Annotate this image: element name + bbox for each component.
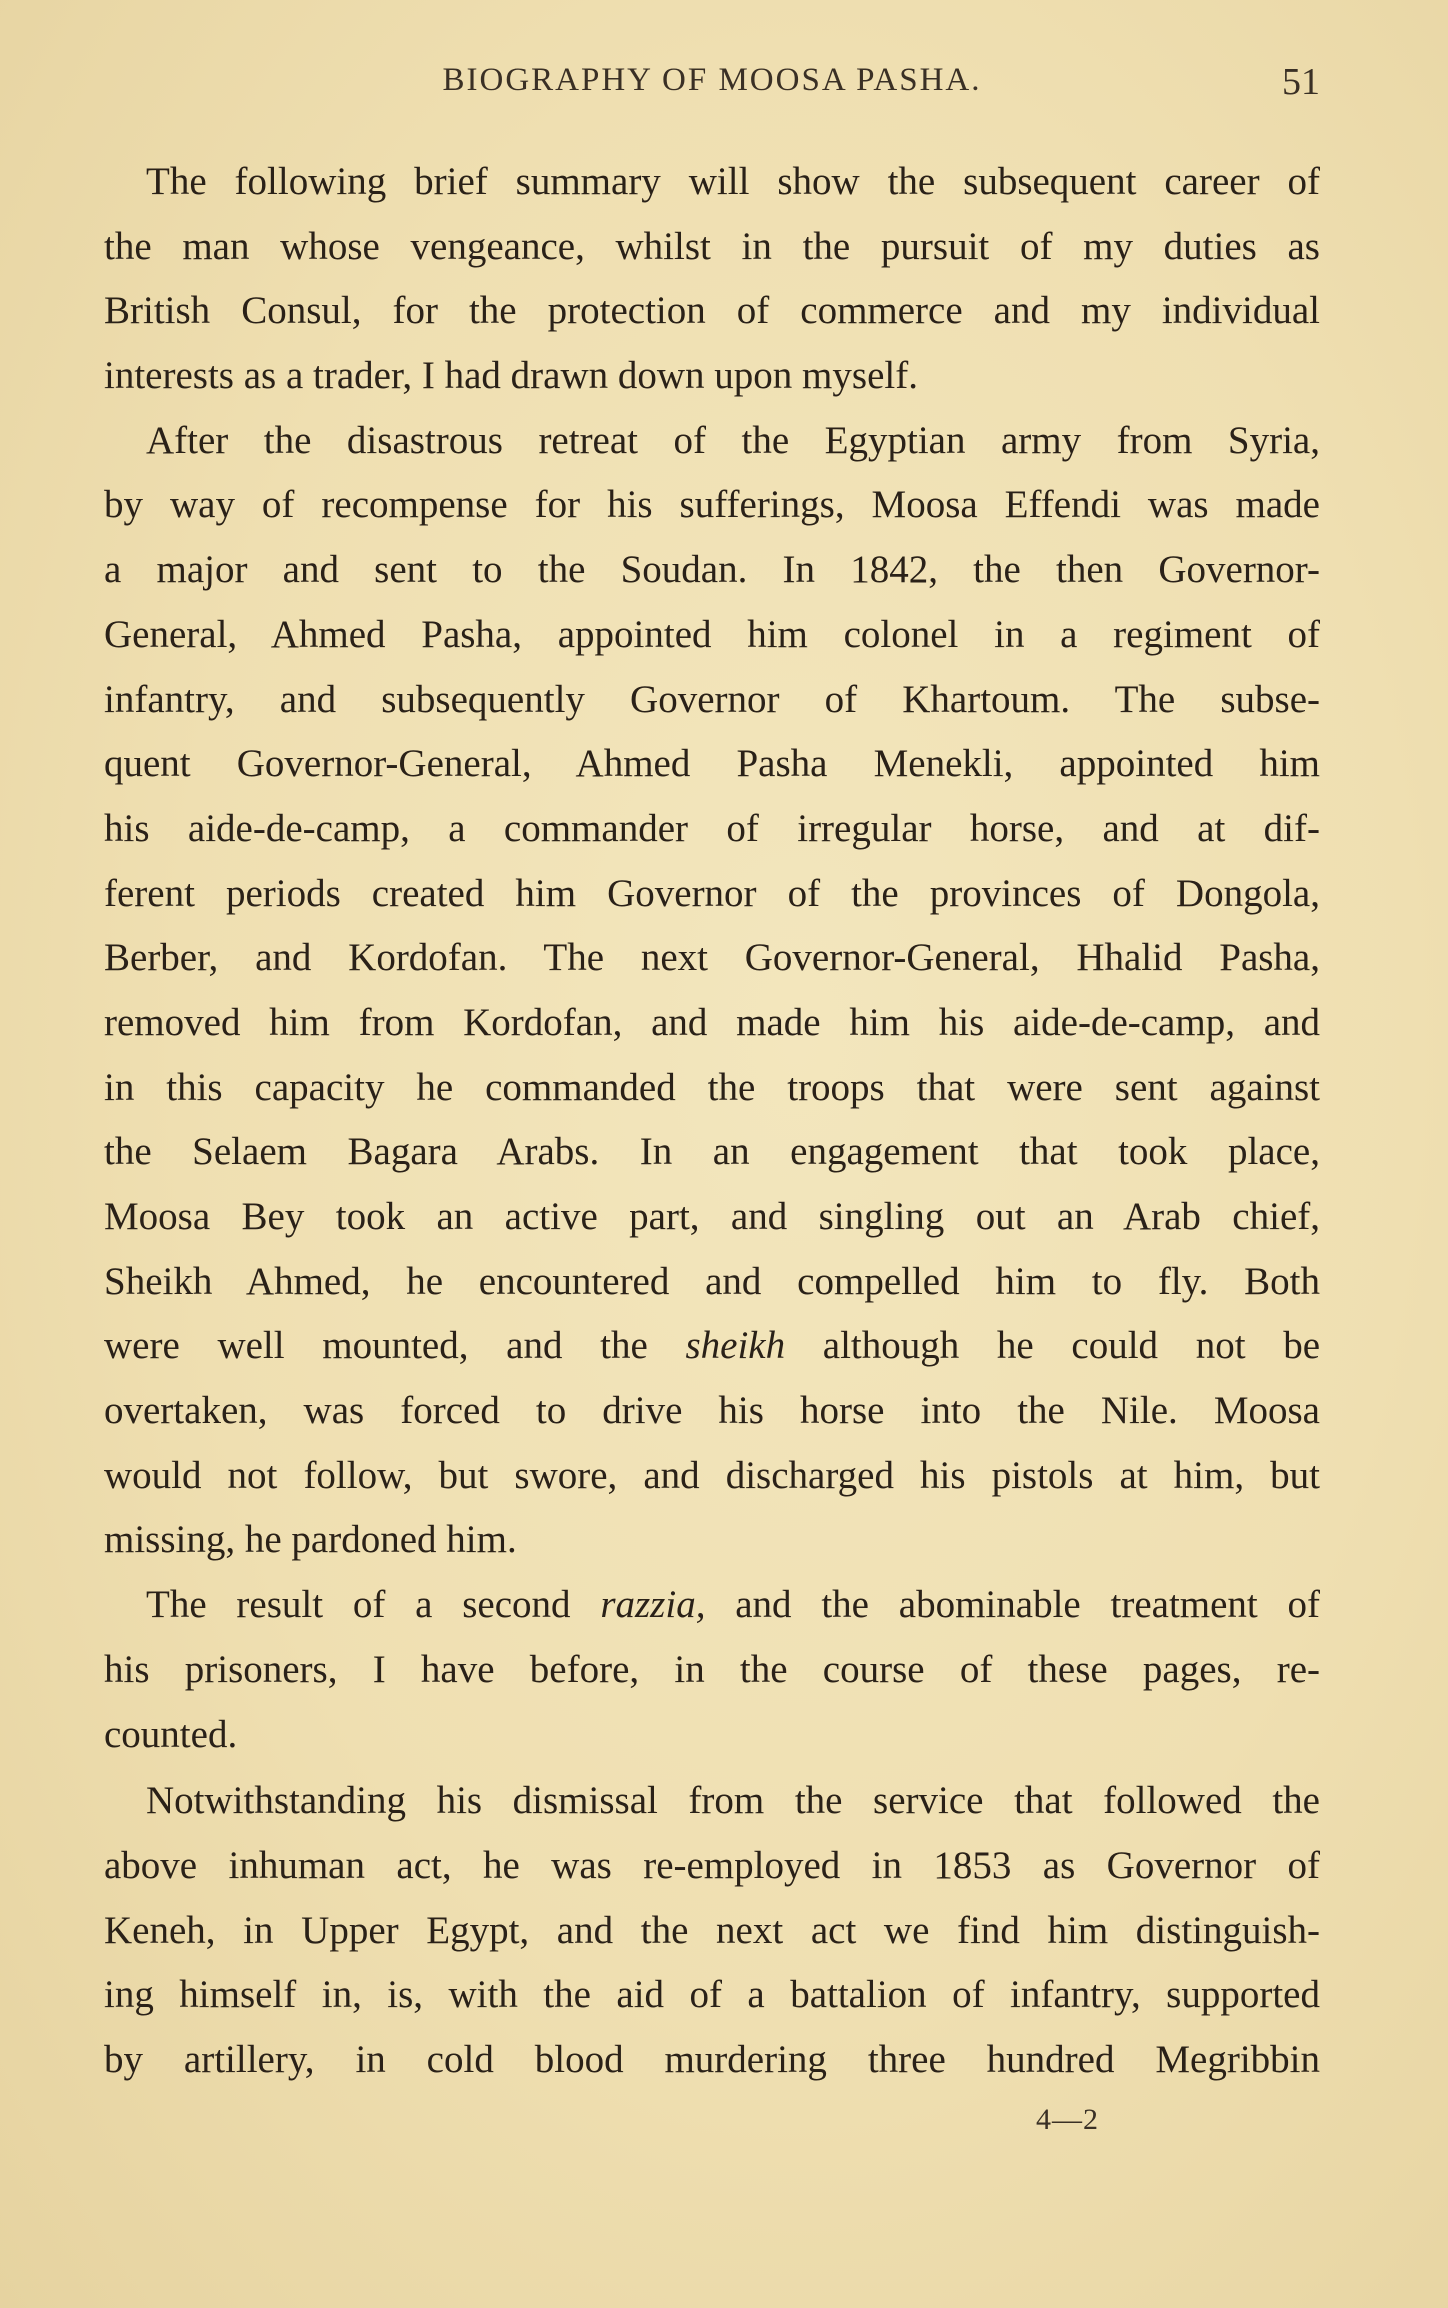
text-line: British Consul, for the protection of commerce and my individual xyxy=(104,289,1320,333)
text-run: The result of a second xyxy=(146,1583,571,1627)
paragraph xyxy=(104,1573,1320,1767)
text-line: Sheikh Ahmed, he encountered and compelled him to fly. Both xyxy=(104,1259,1320,1303)
text-line: would not follow, but swore, and discharged his pistols at him, but xyxy=(104,1453,1320,1497)
text-line: removed him from Kordofan, and made him his aide-de-camp, and xyxy=(104,1000,1320,1044)
text-line: his prisoners, I have before, in the course of these pages, re- xyxy=(104,1647,1320,1691)
text-run: were well mounted, and the xyxy=(104,1324,648,1368)
text-line: overtaken, was forced to drive his horse into the Nile. Moosa xyxy=(104,1389,1320,1433)
text-line: by artillery, in cold blood murdering three hundred Megribbin xyxy=(104,2037,1320,2081)
text-line: interests as a trader, I had drawn down upon myself. xyxy=(104,354,918,398)
body-text xyxy=(104,150,1320,2093)
paragraph xyxy=(104,1769,1320,2092)
text-line: by way of recompense for his sufferings, Moosa Effendi was made xyxy=(104,483,1320,527)
running-head xyxy=(104,62,1320,112)
text-line: Berber, and Kordofan. The next Governor-General, Hhalid Pasha, xyxy=(104,936,1320,980)
page-number: 51 xyxy=(1282,61,1320,103)
text-line: infantry, and subsequently Governor of Khartoum. The subse- xyxy=(104,677,1320,721)
text-line: missing, he pardoned him. xyxy=(104,1518,517,1562)
signature-mark: 4—2 xyxy=(1036,2103,1099,2136)
text-line: counted. xyxy=(104,1712,238,1756)
text-line-with-italic xyxy=(104,1573,1320,1638)
text-line-with-italic xyxy=(104,1314,1320,1379)
text-line: Notwithstanding his dismissal from the service that followed the xyxy=(146,1779,1320,1823)
text-line: After the disastrous retreat of the Egyptian army from Syria, xyxy=(146,418,1320,462)
text-line: in this capacity he commanded the troops that were sent against xyxy=(104,1065,1320,1109)
text-line: his aide-de-camp, a commander of irregular horse, and at dif- xyxy=(104,806,1320,850)
text-line: Keneh, in Upper Egypt, and the next act we find him distinguish- xyxy=(104,1908,1320,1952)
text-line: the Selaem Bagara Arabs. In an engagement that took place, xyxy=(104,1130,1320,1174)
text-line: the man whose vengeance, whilst in the pursuit of my duties as xyxy=(104,224,1320,268)
text-line: ferent periods created him Governor of the provinces of Dongola, xyxy=(104,871,1320,915)
text-line: General, Ahmed Pasha, appointed him colonel in a regiment of xyxy=(104,612,1320,656)
paragraph xyxy=(104,150,1320,409)
italic-word: sheikh xyxy=(685,1324,786,1368)
text-run: and the abominable treatment of xyxy=(735,1583,1320,1627)
text-line: ing himself in, is, with the aid of a battalion of infantry, supported xyxy=(104,1973,1320,2017)
text-line: Moosa Bey took an active part, and singling out an Arab chief, xyxy=(104,1195,1320,1238)
running-title: BIOGRAPHY OF MOOSA PASHA. xyxy=(442,62,982,98)
text-line: The following brief summary will show the subsequent career of xyxy=(146,160,1320,203)
text-line: a major and sent to the Soudan. In 1842, the then Governor- xyxy=(104,548,1320,592)
text-line: quent Governor-General, Ahmed Pasha Menekli, appointed him xyxy=(104,742,1320,786)
text-line: above inhuman act, he was re-employed in 1853 as Governor of xyxy=(104,1843,1320,1887)
paragraph xyxy=(104,409,1320,1573)
italic-word: razzia, xyxy=(600,1583,706,1627)
text-run: although he could not be xyxy=(822,1324,1320,1368)
